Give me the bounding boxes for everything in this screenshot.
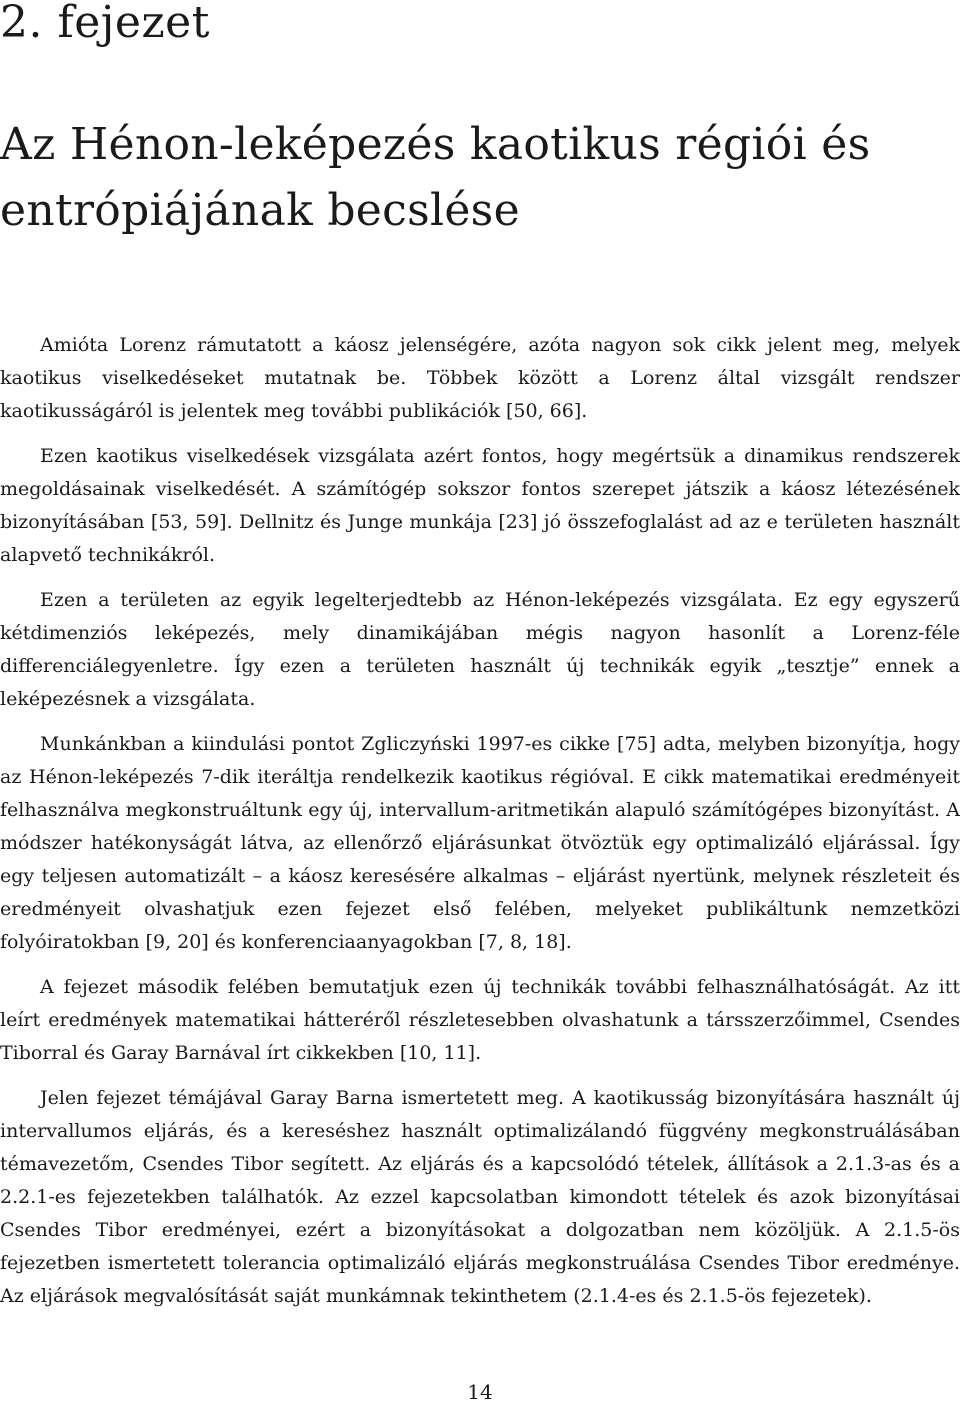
paragraph-intro: Amióta Lorenz rámutatott a káosz jelenségére, azóta nagyon sok cikk jelent meg, melyek kaotikus viselkedéseket mutatnak be. Többek között a Lorenz által vizsgált rendszer kaotikusságáról is jelentek meg további publikációk [50, 66]. (0, 334, 960, 422)
chapter-body (0, 329, 960, 1325)
paragraph-motivation: Ezen kaotikus viselkedések vizsgálata azért fontos, hogy megértsük a dinamikus rendszerek megoldásainak viselkedését. A számítógép sokszor fontos szerepet játszik a káosz létezésének bizonyításában [53, 59]. Dellnitz és Junge munkája [23] jó összefoglalást ad az e területen használt alapvető technikákról. (0, 445, 960, 566)
page-number: 14 (467, 1380, 493, 1404)
paragraph-henon-map: Ezen a területen az egyik legelterjedtebb az Hénon-leképezés vizsgálata. Ez egy egyszerű kétdimenziós leképezés, mely dinamikájában mégis nagyon hasonlít a Lorenz-féle differenciálegyenletre. Így ezen a területen használt új technikák egyik „tesztje” ennek a leképezésnek a vizsgálata. (0, 589, 960, 710)
chapter-label: 2. fejezet (0, 0, 210, 48)
chapter-title: Az Hénon-leképezés kaotikus régiói és entrópiájának becslése (0, 119, 871, 236)
paragraph-second-half: A fejezet második felében bemutatjuk ezen új technikák további felhasználhatóságát. Az itt leírt eredmények matematikai hátteréről részletesebben olvashatunk a társszerzőimmel, Csendes Tiborral és Garay Barnával írt cikkekben [10, 11]. (0, 976, 960, 1064)
paragraph-acknowledgement: Jelen fejezet témájával Garay Barna ismertetett meg. A kaotikusság bizonyítására használt új intervallumos eljárás, és a kereséshez használt optimalizálandó függvény megkonstruálásában témavezetőm, Csendes Tibor segített. Az eljárás és a kapcsolódó tételek, állítások a 2.1.3-as és a 2.2.1-es fejezetekben találhatók. Az ezzel kapcsolatban kimondott tételek és azok bizonyításai Csendes Tibor eredményei, ezért a bizonyításokat a dolgozatban nem közöljük. A 2.1.5-ös fejezetben ismertetett tolerancia optimalizáló eljárás megkonstruálása Csendes Tibor eredménye. Az eljárások megvalósítását saját munkámnak tekinthetem (2.1.4-es és 2.1.5-ös fejezetek). (0, 1087, 960, 1307)
paragraph-own-work: Munkánkban a kiindulási pontot Zgliczyński 1997-es cikke [75] adta, melyben bizonyítja, hogy az Hénon-leképezés 7-dik iteráltja rendelkezik kaotikus régióval. E cikk matematikai eredményeit felhasználva megkonstruáltunk egy új, intervallum-aritmetikán alapuló számítógépes bizonyítást. A módszer hatékonyságát látva, az ellenőrző eljárásunkat ötvöztük egy optimalizáló eljárással. Így egy teljesen automatizált – a káosz keresésére alkalmas – eljárást nyertünk, melynek részleteit és eredményeit olvashatjuk ezen fejezet első felében, melyeket publikáltunk nemzetközi folyóiratokban [9, 20] és konferenciaanyagokban [7, 8, 18]. (0, 733, 960, 953)
